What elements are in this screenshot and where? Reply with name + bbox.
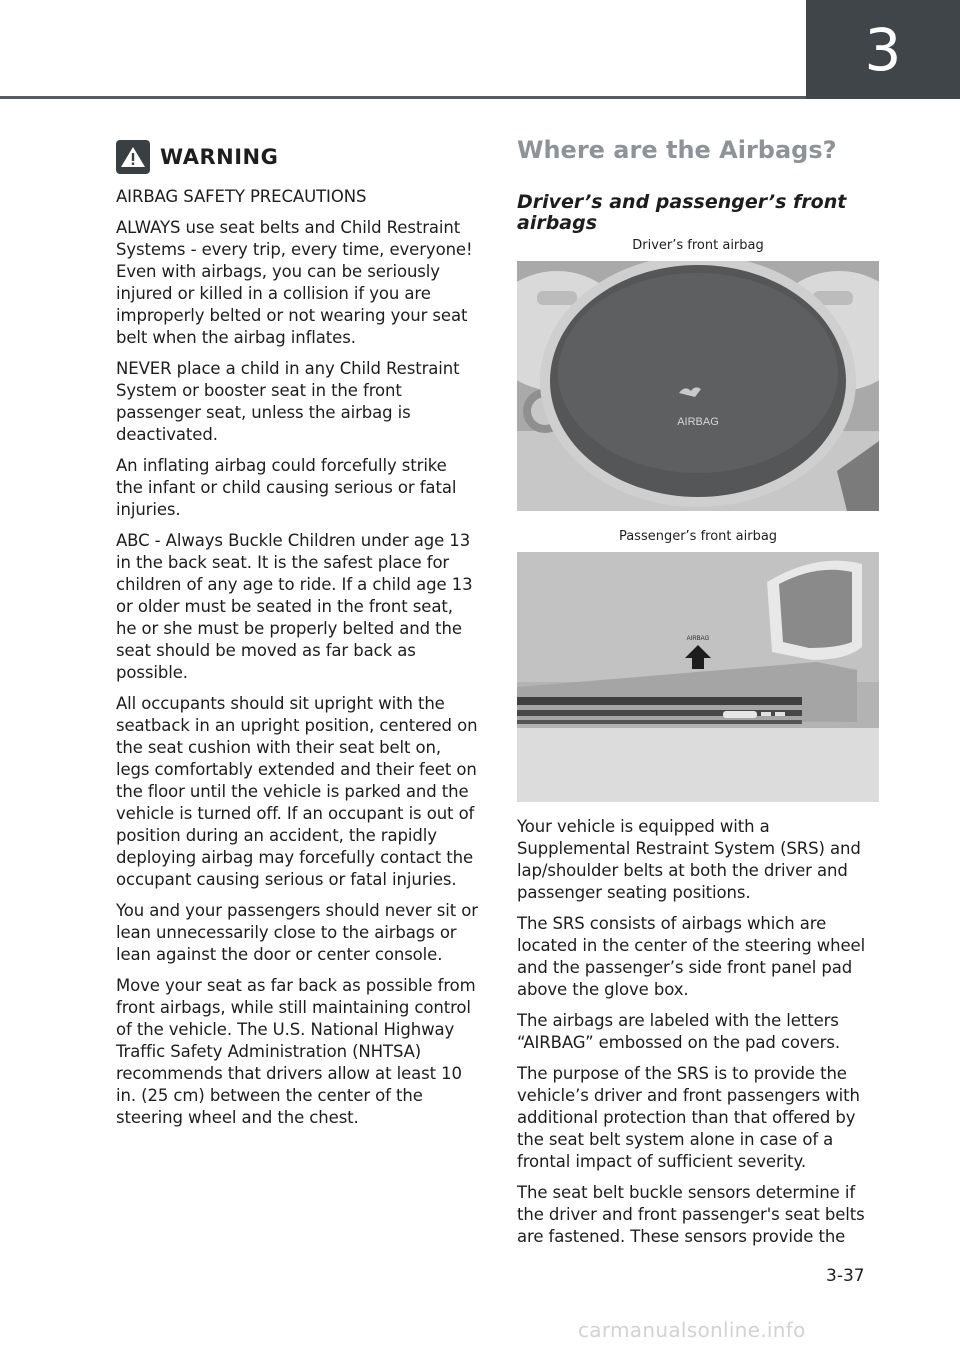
figure-caption-passenger: Passenger’s front airbag [618, 529, 778, 544]
warning-paragraph: ALWAYS use seat belts and Child Restraint Systems - every trip, every time, everyone! Even with airbags, you can be seriously injured or killed in a collision if you are improperly belted or not wearing your seat belt when the airbag inflates. [116, 218, 473, 347]
warning-box [116, 140, 478, 1138]
subsection-title: Driver’s and passenger’s front airbags [517, 191, 847, 234]
body-paragraph: The seat belt buckle sensors determine if the driver and front passenger's seat belts are fastened. These sensors provide the [517, 1183, 865, 1246]
warning-paragraph: ABC - Always Buckle Children under age 13 in the back seat. It is the safest place for children of any age to ride. If a child age 13 or older must be seated in the front seat, he or she must be properly belted and the seat should be moved as far back as possible. [116, 531, 473, 682]
chapter-number: 3 [864, 15, 902, 84]
passenger-airbag-photo [517, 552, 879, 802]
driver-airbag-photo [517, 261, 879, 511]
warning-paragraph: You and your passengers should never sit or lean unnecessarily close to the airbags or lean against the door or center console. [116, 901, 478, 964]
header-rule [0, 96, 806, 99]
watermark: carmanualsonline.info [578, 1318, 806, 1342]
section-title: Where are the Airbags? [517, 136, 837, 164]
driver-airbag-label: AIRBAG [677, 416, 719, 428]
warning-paragraph: Move your seat as far back as possible from front airbags, while still maintaining control of the vehicle. The U.S. National Highway Traffic Safety Administration (NHTSA) recommends that drivers allow at least 10 in. (25 cm) between the center of the steering wheel and the chest. [116, 976, 476, 1127]
warning-triangle-icon [116, 140, 150, 174]
body-paragraph: The purpose of the SRS is to provide the vehicle’s driver and front passengers with additional protection than that offered by the seat belt system alone in case of a frontal impact of sufficient severity. [517, 1064, 860, 1171]
warning-title: WARNING [160, 145, 279, 169]
body-paragraph: The SRS consists of airbags which are located in the center of the steering wheel and the passenger’s side front panel pad above the glove box. [517, 914, 866, 999]
chapter-tab [806, 0, 960, 99]
warning-paragraph: An inflating airbag could forcefully strike the infant or child causing serious or fatal injuries. [116, 456, 457, 519]
passenger-airbag-label: AIRBAG [686, 636, 710, 642]
warning-paragraph: AIRBAG SAFETY PRECAUTIONS [116, 187, 367, 206]
warning-paragraph: NEVER place a child in any Child Restraint System or booster seat in the front passenger seat, unless the airbag is deactivated. [116, 359, 460, 444]
page-number: 3-37 [826, 1266, 865, 1286]
body-paragraph: The airbags are labeled with the letters “AIRBAG” embossed on the pad covers. [517, 1011, 840, 1052]
warning-heading [116, 140, 478, 174]
warning-paragraph: All occupants should sit upright with the seatback in an upright position, centered on the seat cushion with their seat belt on, legs comfortably extended and their feet on the floor until the vehicle is parked and the vehicle is turned off. If an occupant is out of position during an accident, the rapidly deploying airbag may forcefully contact the occupant causing serious or fatal injuries. [116, 694, 478, 889]
airbag-section [517, 136, 879, 1257]
body-paragraph: Your vehicle is equipped with a Supplemental Restraint System (SRS) and lap/shoulder belts at both the driver and passenger seating positions. [517, 817, 861, 902]
figure-caption-driver: Driver’s front airbag [632, 238, 764, 253]
